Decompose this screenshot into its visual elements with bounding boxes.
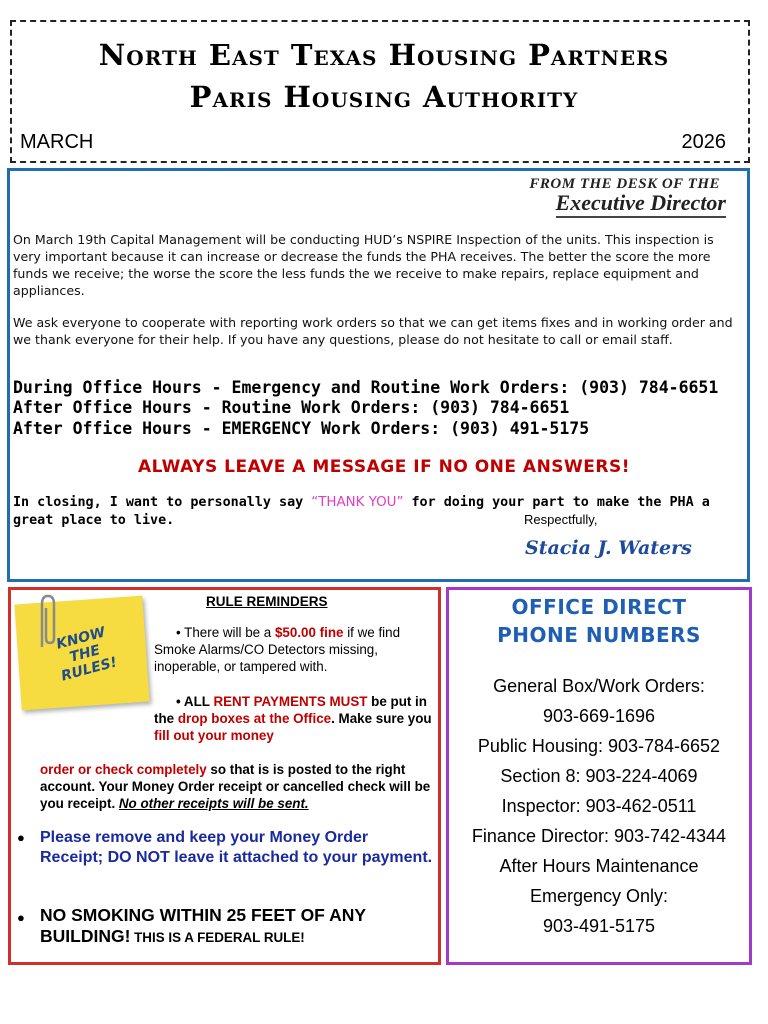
no-receipts-note: No other receipts will be sent. <box>118 796 309 811</box>
office-numbers-title <box>446 593 752 649</box>
office-title-line1: OFFICE DIRECT <box>511 595 687 619</box>
federal-rule-text: THIS IS A FEDERAL RULE! <box>130 930 305 945</box>
rule-rent-payments-continued <box>40 761 432 812</box>
rule-no-smoking <box>40 905 435 948</box>
know-the-rules-note: KNOW THE RULES! <box>54 624 119 685</box>
rule-rent-payments: • ALL RENT PAYMENTS MUST be put in the drop boxes at the Office. Make sure you fill out your money <box>154 694 432 743</box>
rule-emphasis: drop boxes at the Office <box>177 711 332 726</box>
respectfully-label: Respectfully, <box>524 512 598 527</box>
office-line: Section 8: 903-224-4069 <box>500 766 698 786</box>
rule-text: if we find Smoke Alarms/CO Detectors missing, inoperable, or tampered with. <box>154 625 401 674</box>
rule-text: ALL <box>183 694 214 709</box>
fine-amount: $50.00 fine <box>274 625 344 640</box>
phone-after-hours-routine: After Office Hours - Routine Work Orders: (903) 784-6651 <box>13 398 570 417</box>
phone-office-hours: During Office Hours - Emergency and Routine Work Orders: (903) 784-6651 <box>13 378 719 397</box>
office-line: 903-491-5175 <box>542 916 656 936</box>
rule-emphasis: order or check completely <box>40 762 207 777</box>
bullet-marker: ● <box>17 910 25 925</box>
office-line: 903-669-1696 <box>542 706 656 726</box>
desk-from-label: FROM THE DESK OF THE <box>529 176 720 192</box>
bullet-marker: ● <box>17 830 25 845</box>
office-line: After Hours Maintenance <box>499 856 699 876</box>
org-title: North East Texas Housing Partners <box>98 38 670 72</box>
closing-paragraph <box>13 494 733 530</box>
phone-after-hours-emergency: After Office Hours - EMERGENCY Work Orders: (903) 491-5175 <box>13 419 590 438</box>
office-line: Emergency Only: <box>529 886 669 906</box>
rule-emphasis: fill out your money <box>154 728 274 743</box>
authority-title: Paris Housing Authority <box>189 80 579 114</box>
executive-director-heading: Executive Director <box>556 190 726 218</box>
rule-money-order-receipt: Please remove and keep your Money Order Receipt; DO NOT leave it attached to your payment. <box>40 829 433 866</box>
no-smoking-text: NO SMOKING WITHIN 25 FEET OF ANY BUILDING! <box>40 905 366 946</box>
rule-text: so that is is posted to the right account. Your Money Order receipt or cancelled check will be you receipt. <box>40 762 431 811</box>
rule-text: . Make sure you <box>331 711 432 726</box>
office-line: Finance Director: 903-742-4344 <box>471 826 727 846</box>
office-line: Inspector: 903-462-0511 <box>501 796 697 816</box>
rule-text: be put in the <box>154 694 427 726</box>
rule-text: There will be a <box>184 625 275 640</box>
office-title-line2: PHONE NUMBERS <box>497 623 701 647</box>
office-line: General Box/Work Orders: <box>493 676 705 696</box>
rule-smoke-alarm: • There will be a $50.00 fine if we find Smoke Alarms/CO Detectors missing, inoperable, or tampered with. <box>154 625 401 674</box>
inspection-paragraph: On March 19th Capital Management will be conducting HUD’s NSPIRE Inspection of the units. This inspection is very important because it can increase or decrease the funds the PHA receives. The better the score the more funds we receive; the worse the score the less funds the we receive to make repairs, replace equipment and appliances. <box>13 232 714 298</box>
leave-message-alert: ALWAYS LEAVE A MESSAGE IF NO ONE ANSWERS! <box>137 457 630 477</box>
office-line: Public Housing: 903-784-6652 <box>477 736 721 756</box>
director-signature: Stacia J. Waters <box>525 537 692 559</box>
rule-reminders-title: RULE REMINDERS <box>206 594 328 609</box>
thank-you-text: “THANK YOU” <box>311 495 404 510</box>
issue-year: 2026 <box>681 131 726 153</box>
issue-month: MARCH <box>20 131 94 153</box>
closing-text-start: In closing, I want to personally say <box>13 495 312 510</box>
closing-text-end: for doing your part to make the PHA a great place to live. <box>13 495 710 528</box>
rule-emphasis: RENT PAYMENTS MUST <box>213 694 368 709</box>
work-orders-paragraph: We ask everyone to cooperate with reporting work orders so that we can get items fixes and in working order and we thank everyone for their help. If you have any questions, please do not hesitate to call or email staff. <box>13 315 733 347</box>
